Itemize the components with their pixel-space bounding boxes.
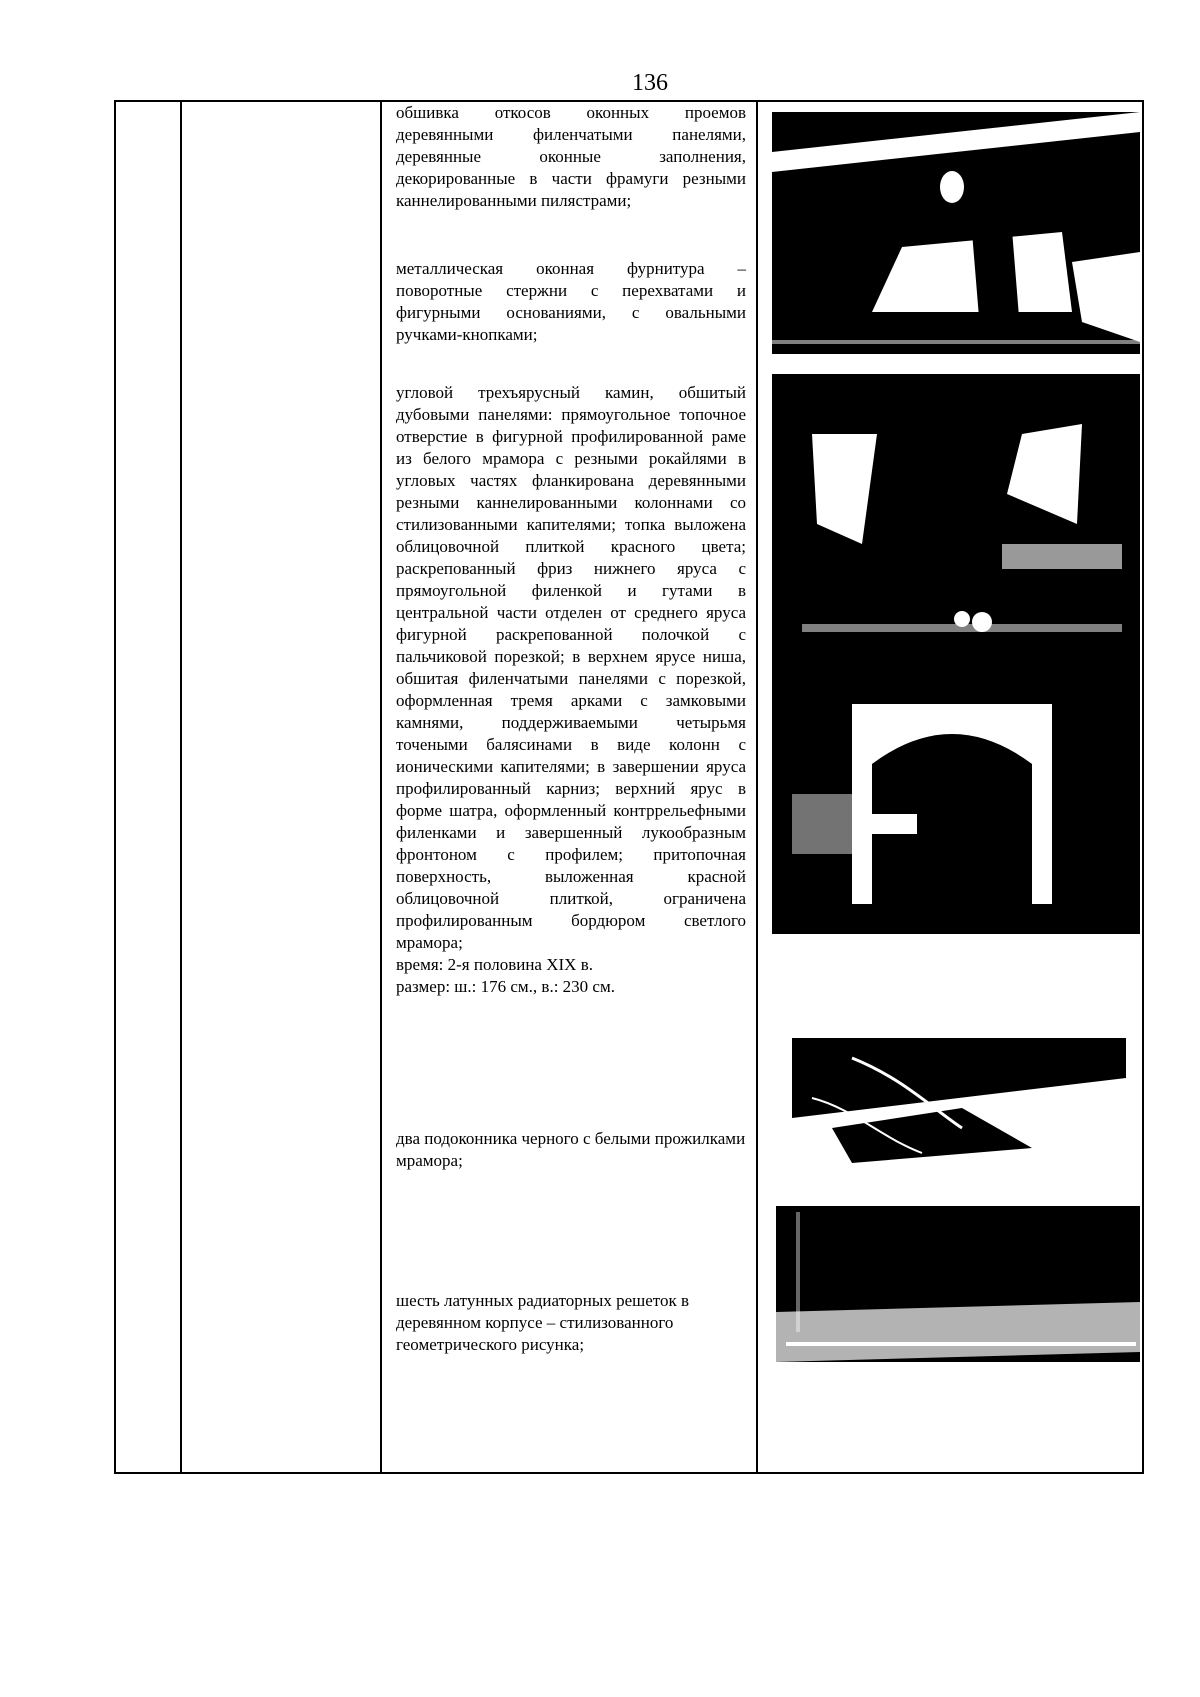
column-divider	[756, 102, 758, 1472]
page-number: 136	[632, 70, 668, 96]
entry-text: угловой трехъярусный камин, обшитый дубовыми панелями: прямоугольное топочное отверстие в фигурной профилированной раме из белого мрамора с резными рокайлями в угловых частях фланкирована деревянными резными каннелированными колоннами со стилизованными капителями; топка выложена облицовочной плиткой красного цвета; раскрепованный фриз нижнего яруса с прямоугольной филенкой и гутами в центральной части отделен от среднего яруса фигурной раскрепованной полочкой с пальчиковой порезкой; в верхнем ярусе ниша, обшитая филенчатыми панелями с порезкой, оформленная тремя арками с замковыми камнями, поддерживаемыми четырьмя точеными балясинами в виде колонн с ионическими капителями; в завершении яруса профилированный карниз; верхний ярус в форме шатра, оформленный контррельефными филенками и завершенный лукообразным фронтоном с профилем; притопочная поверхность, выложенная красной облицовочной плиткой, ограничена профилированным бордюром светлого мрамора;	[396, 383, 746, 952]
entry-window-hardware	[396, 258, 746, 346]
entry-text: обшивка откосов оконных проемов деревянными филенчатыми панелями, деревянные оконные заполнения, декорированные в части фрамуги резными каннелированными пилястрами;	[396, 103, 746, 210]
entry-fireplace	[396, 382, 746, 998]
entry-text: металлическая оконная фурнитура – поворотные стержни с перехватами и фигурными основаниями, с овальными ручками-кнопками;	[396, 259, 746, 344]
entry-size: размер: ш.: 176 см., в.: 230 см.	[396, 977, 615, 996]
entry-window-panels	[396, 102, 746, 212]
photo-window-frame	[772, 112, 1140, 354]
column-divider	[180, 102, 182, 1472]
photo-windowsill	[792, 1038, 1126, 1176]
document-table	[114, 100, 1144, 1474]
entry-text: два подоконника черного с белыми прожилками мрамора;	[396, 1129, 746, 1170]
entry-text: шесть латунных радиаторных решеток в деревянном корпусе – стилизованного геометрического рисунка;	[396, 1291, 689, 1354]
column-divider	[380, 102, 382, 1472]
photo-radiator-grille	[776, 1192, 1140, 1362]
entry-time: время: 2-я половина XIX в.	[396, 955, 593, 974]
entry-windowsills	[396, 1128, 746, 1172]
entry-radiator-grilles	[396, 1290, 746, 1356]
photo-fireplace	[772, 374, 1140, 934]
